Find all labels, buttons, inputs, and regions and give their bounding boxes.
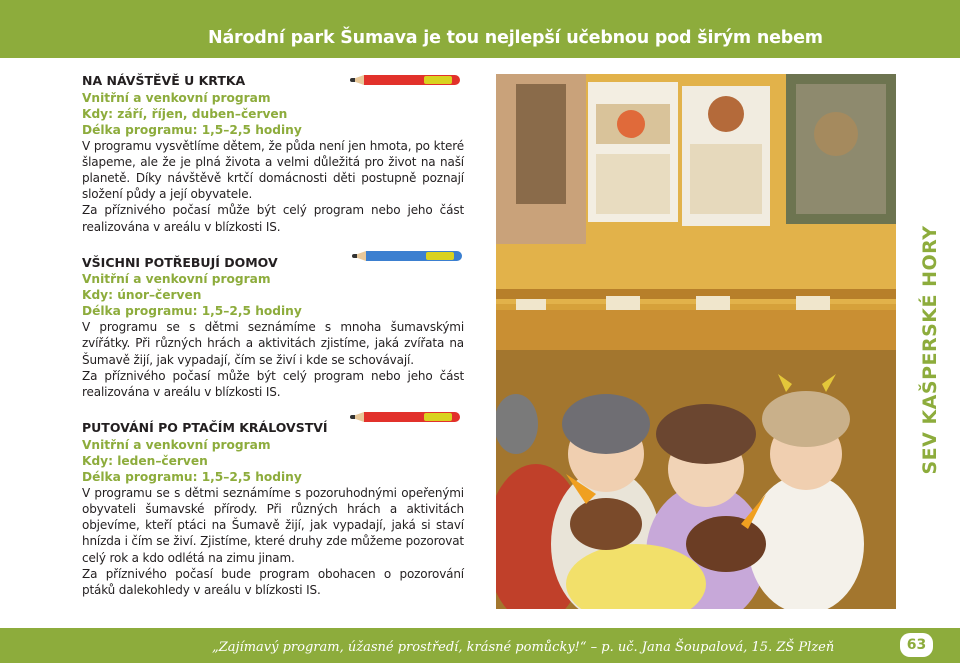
section-paragraph: Za příznivého počasí bude program obohacen o pozorování ptáků dalekohledy v areálu v blízkosti IS. xyxy=(82,566,464,597)
program-type: Vnitřní a venkovní program xyxy=(82,272,271,287)
program-duration: Délka programu: 1,5–2,5 hodiny xyxy=(82,304,302,319)
program-section xyxy=(82,420,464,598)
program-when: Kdy: září, říjen, duben–červen xyxy=(82,106,288,121)
page-title: Národní park Šumava je tou nejlepší učebnou pod širým nebem xyxy=(208,28,823,48)
section-title: VŠICHNI POTŘEBUJÍ DOMOV xyxy=(82,254,278,270)
section-paragraph: V programu vysvětlíme dětem, že půda není jen hmota, po které šlapeme, ale že je plná života a velmi důležitá pro život na naší planetě. Díky návštěvě krtčí domácnosti děti postupně poznají složení půdy a její obyvatele. xyxy=(82,138,464,202)
program-section xyxy=(82,73,464,235)
pencil-icon xyxy=(364,75,460,85)
program-when: Kdy: leden–červen xyxy=(82,453,208,468)
side-label: SEV KAŠPERSKÉ HORY xyxy=(919,225,941,475)
section-paragraph: V programu se s dětmi seznámíme s mnoha šumavskými zvířátky. Při různých hrách a aktivitách zjistíme, jaká zvířata na Šumavě žijí, jak vypadají, čím se živí i kde se schovávají. xyxy=(82,320,464,367)
program-type: Vnitřní a venkovní program xyxy=(82,437,271,452)
program-type: Vnitřní a venkovní program xyxy=(82,90,271,105)
program-when: Kdy: únor–červen xyxy=(82,288,202,303)
program-duration: Délka programu: 1,5–2,5 hodiny xyxy=(82,469,302,484)
section-paragraph: V programu se s dětmi seznámíme s pozoruhodnými opeřenými obyvateli šumavské přírody. Při různých hrách a aktivitách objevíme, kteří ptáci na Šumavě žijí, jak vypadají, jaká si staví hnízda i čím se živí. Zjistíme, které druhy zde můžeme pozorovat celý rok a kdo odlétá na zimu jinam. xyxy=(82,485,464,565)
page-number: 63 xyxy=(900,633,933,657)
section-paragraph: Za příznivého počasí může být celý program nebo jeho část realizována v areálu v blízkosti IS. xyxy=(82,203,464,234)
section-title: NA NÁVŠTĚVĚ U KRTKA xyxy=(82,73,246,88)
footer-quote: „Zajímavý program, úžasné prostředí, krásné pomůcky!“ – p. uč. Jana Šoupalová, 15. ZŠ Plzeň xyxy=(212,640,835,655)
pencil-icon xyxy=(364,412,460,422)
program-list xyxy=(82,73,464,618)
classroom-photo xyxy=(496,74,896,609)
pencil-icon xyxy=(366,251,462,261)
program-duration: Délka programu: 1,5–2,5 hodiny xyxy=(82,122,302,137)
section-paragraph: Za příznivého počasí může být celý program nebo jeho část realizována v areálu v blízkosti IS. xyxy=(82,368,464,400)
program-section xyxy=(82,255,464,401)
section-title: PUTOVÁNÍ PO PTAČÍM KRÁLOVSTVÍ xyxy=(82,420,328,436)
